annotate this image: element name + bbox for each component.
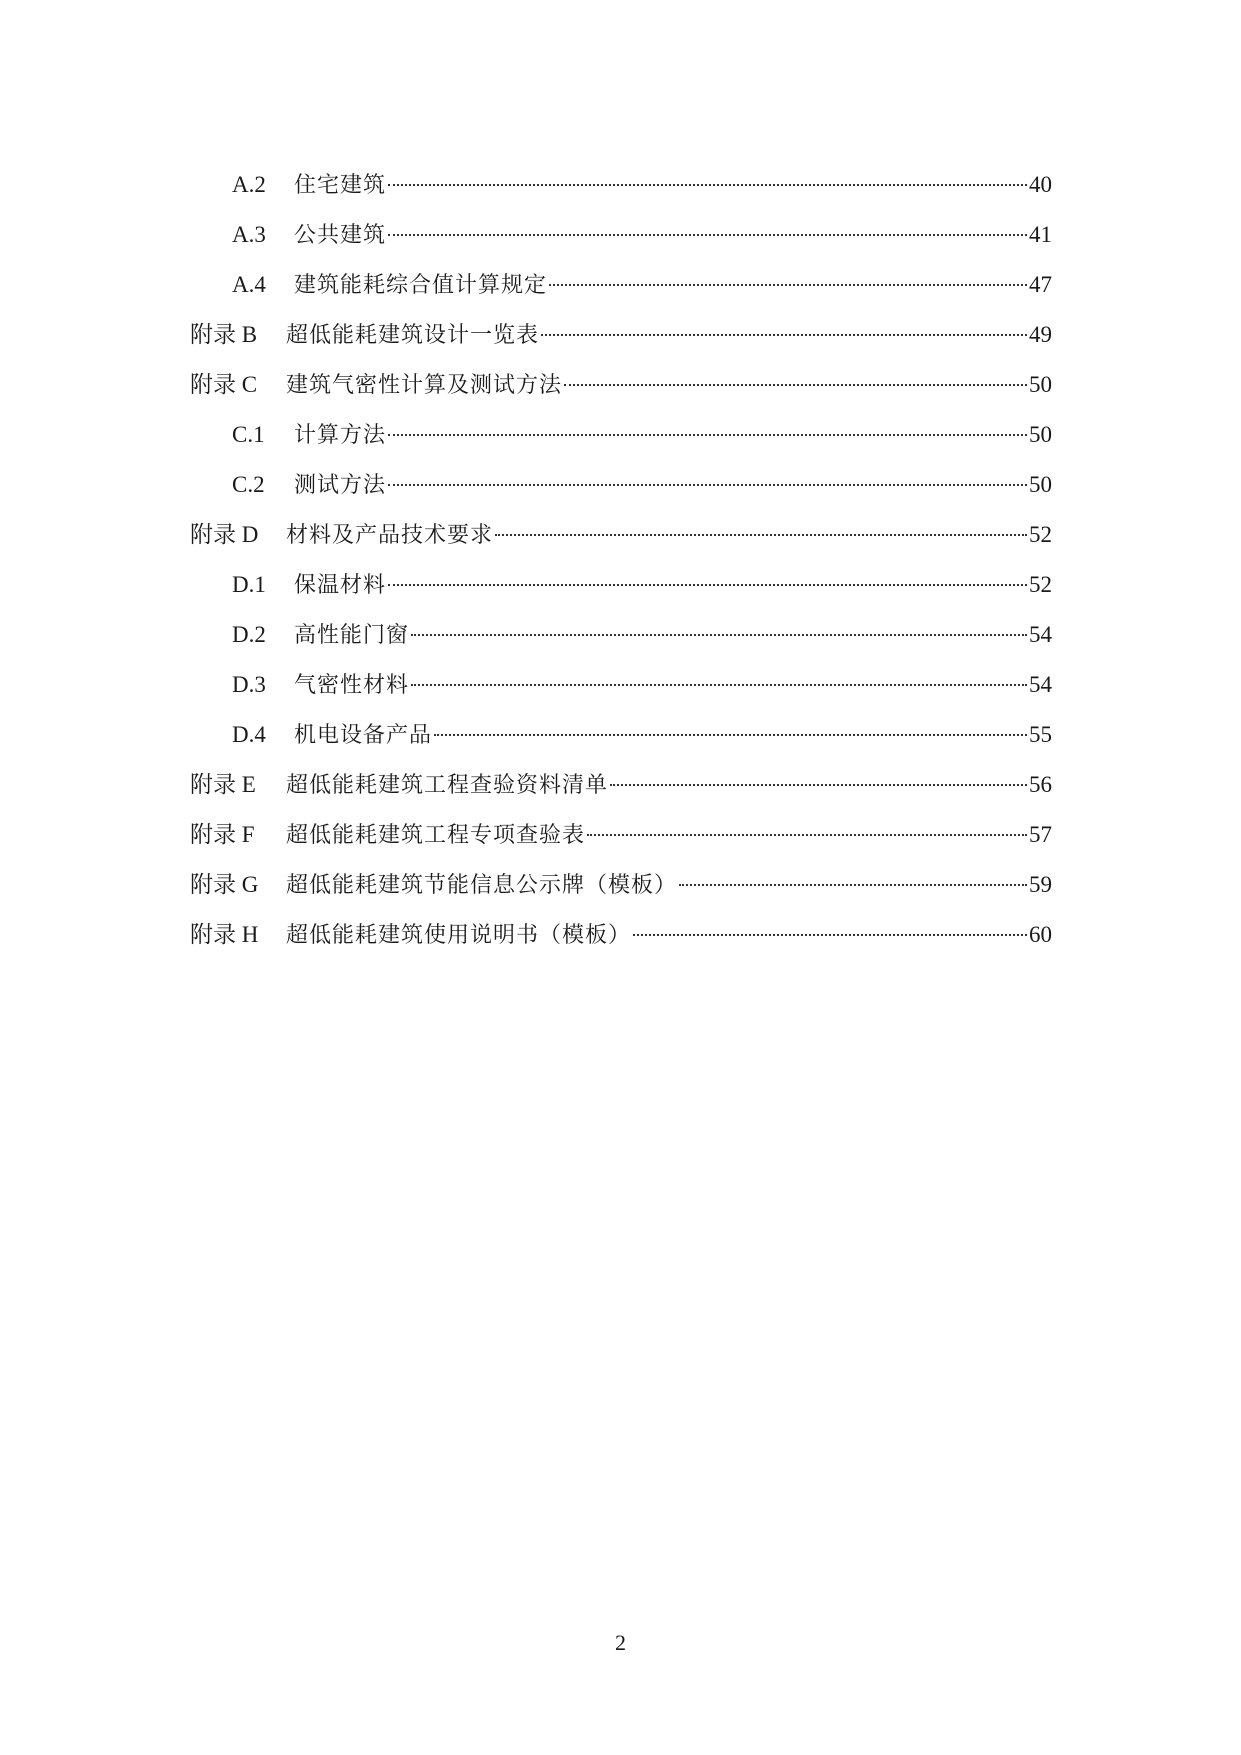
toc-entry[interactable]: [190, 910, 1052, 960]
toc-entry-number: 附录 H: [190, 922, 259, 947]
toc-dot-leader: [388, 234, 1027, 236]
toc-entry-title: 住宅建筑: [294, 173, 387, 198]
toc-entry-page: 49: [1029, 322, 1052, 347]
toc-entry[interactable]: [190, 860, 1052, 910]
toc-dot-leader: [388, 484, 1027, 486]
toc-entry[interactable]: [190, 760, 1052, 810]
toc-entry-title: 超低能耗建筑工程专项查验表: [286, 823, 586, 848]
toc-entry-title: 计算方法: [294, 423, 387, 448]
toc-entry[interactable]: [190, 410, 1052, 460]
toc-entry[interactable]: [190, 210, 1052, 260]
toc-entry-title: 测试方法: [294, 473, 387, 498]
toc-entry[interactable]: [190, 260, 1052, 310]
toc-entry[interactable]: [190, 710, 1052, 760]
toc-entry-number: A.2: [232, 172, 266, 197]
toc-entry-number: 附录 F: [190, 822, 255, 847]
toc-entry-number: 附录 B: [190, 322, 258, 347]
toc-entry[interactable]: [190, 460, 1052, 510]
toc-entry-page: 55: [1029, 722, 1052, 747]
toc-entry-number: A.3: [232, 222, 266, 247]
toc-entry-page: 50: [1029, 372, 1052, 397]
toc-dot-leader: [411, 634, 1027, 636]
toc-dot-leader: [388, 184, 1027, 186]
toc-entry-page: 52: [1029, 522, 1052, 547]
toc-entry-page: 60: [1029, 922, 1052, 947]
toc-entry-title: 超低能耗建筑节能信息公示牌（模板）: [286, 873, 678, 898]
toc-entry-title: 高性能门窗: [294, 623, 410, 648]
toc-entry[interactable]: [190, 560, 1052, 610]
toc-entry-page: 54: [1029, 672, 1052, 697]
toc-entry-number: A.4: [232, 272, 266, 297]
toc-entry-page: 54: [1029, 622, 1052, 647]
toc-entry-number: 附录 E: [190, 772, 256, 797]
toc-entry[interactable]: [190, 810, 1052, 860]
toc-entry[interactable]: [190, 160, 1052, 210]
toc-entry-page: 52: [1029, 572, 1052, 597]
toc-entry[interactable]: [190, 660, 1052, 710]
toc-entry-page: 41: [1029, 222, 1052, 247]
toc-entry-page: 47: [1029, 272, 1052, 297]
toc-dot-leader: [564, 384, 1027, 386]
toc-entry-page: 56: [1029, 772, 1052, 797]
toc-entry-number: 附录 C: [190, 372, 258, 397]
toc-entry[interactable]: [190, 310, 1052, 360]
toc-entry-number: C.1: [232, 422, 265, 447]
toc-dot-leader: [388, 434, 1027, 436]
toc-entry-title: 机电设备产品: [294, 723, 433, 748]
toc-entry-number: D.1: [232, 572, 266, 597]
toc-dot-leader: [633, 934, 1027, 936]
toc-entry-title: 材料及产品技术要求: [286, 523, 494, 548]
toc-dot-leader: [495, 534, 1027, 536]
toc-entry-number: 附录 G: [190, 872, 259, 897]
toc-entry-number: 附录 D: [190, 522, 259, 547]
toc-entry-title: 公共建筑: [294, 223, 387, 248]
toc-dot-leader: [388, 584, 1027, 586]
toc-entry-title: 气密性材料: [294, 673, 410, 698]
toc-dot-leader: [587, 834, 1027, 836]
toc-entry-page: 59: [1029, 872, 1052, 897]
toc-entry[interactable]: [190, 510, 1052, 560]
toc-dot-leader: [679, 884, 1027, 886]
toc-entry-title: 超低能耗建筑使用说明书（模板）: [286, 923, 632, 948]
toc-entry-title: 超低能耗建筑设计一览表: [286, 323, 540, 348]
toc-entry-title: 建筑气密性计算及测试方法: [286, 373, 563, 398]
toc-entry-page: 50: [1029, 422, 1052, 447]
toc-entry-number: D.4: [232, 722, 266, 747]
page-number: 2: [615, 1630, 626, 1655]
toc-entry-title: 建筑能耗综合值计算规定: [294, 273, 548, 298]
toc-entry-number: D.2: [232, 622, 266, 647]
toc-dot-leader: [434, 734, 1027, 736]
toc-entry-page: 50: [1029, 472, 1052, 497]
toc-entry[interactable]: [190, 610, 1052, 660]
toc-dot-leader: [411, 684, 1027, 686]
toc-dot-leader: [610, 784, 1027, 786]
toc-dot-leader: [541, 334, 1027, 336]
toc-entry-title: 保温材料: [294, 573, 387, 598]
toc-entry-page: 40: [1029, 172, 1052, 197]
table-of-contents: [190, 160, 1052, 960]
toc-entry[interactable]: [190, 360, 1052, 410]
toc-entry-page: 57: [1029, 822, 1052, 847]
toc-dot-leader: [549, 284, 1027, 286]
toc-entry-number: D.3: [232, 672, 266, 697]
toc-entry-number: C.2: [232, 472, 265, 497]
toc-entry-title: 超低能耗建筑工程查验资料清单: [286, 773, 609, 798]
